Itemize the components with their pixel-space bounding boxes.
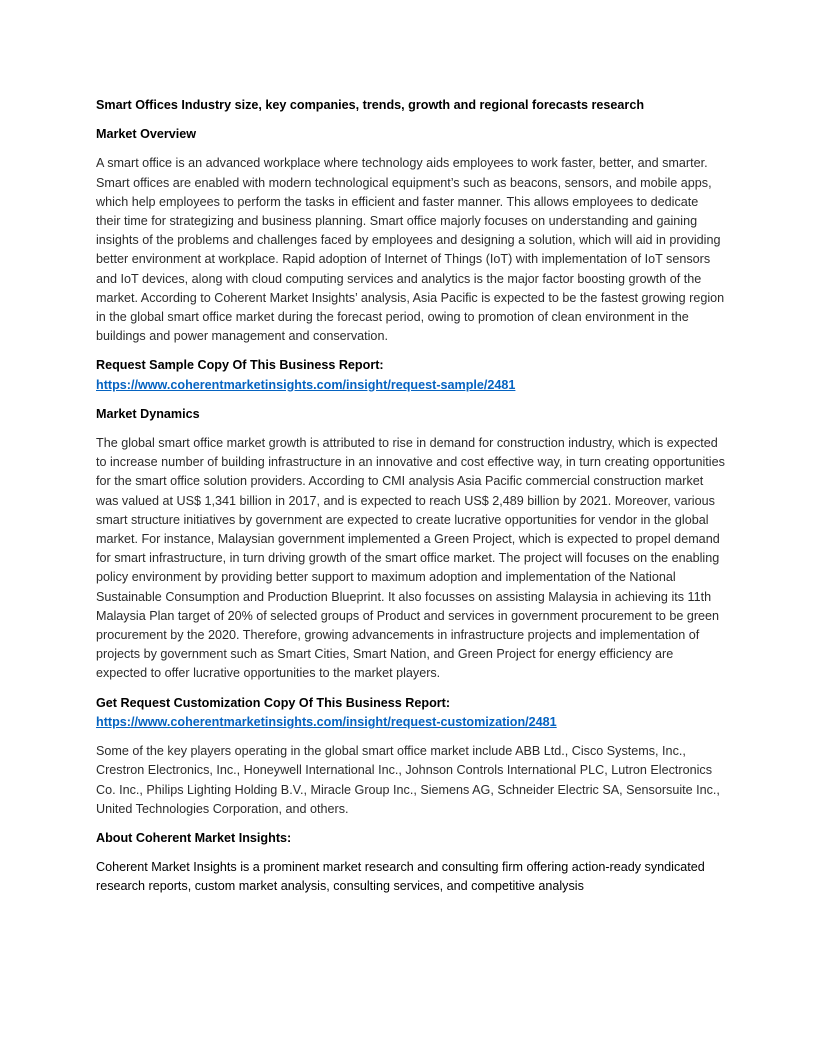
sample-request-link[interactable]: https://www.coherentmarketinsights.com/insight/request-sample/2481	[96, 377, 516, 392]
market-overview-paragraph: A smart office is an advanced workplace where technology aids employees to work faster, better, and smarter. Smart offices are enabled with modern technological equipment’s such as beacons, sensors, and mobile apps, which help employees to perform the tasks in efficient and faster manner. This allows employees to dedicate their time for strategizing and business planning. Smart office majorly focuses on understanding and gaining insights of the problems and challenges faced by employees and designing a solution, which will aid in providing better environment at workplace. Rapid adoption of Internet of Things (IoT) with implementation of IoT sensors and IoT devices, along with cloud computing services and analytics is the major factor boosting growth of the market. According to Coherent Market Insights’ analysis, Asia Pacific is expected to be the fastest growing region in the global smart office market during the forecast period, owing to promotion of clean environment in the buildings and power management and conservation.	[96, 156, 725, 344]
customization-request-block	[96, 694, 726, 732]
customization-request-link[interactable]: https://www.coherentmarketinsights.com/insight/request-customization/2481	[96, 714, 557, 729]
about-paragraph: Coherent Market Insights is a prominent market research and consulting firm offering action-ready syndicated research reports, custom market analysis, consulting services, and competitive analysis	[96, 860, 705, 894]
market-overview-heading: Market Overview	[96, 127, 197, 142]
market-dynamics-heading: Market Dynamics	[96, 406, 200, 421]
sample-request-label: Request Sample Copy Of This Business Report:	[96, 358, 384, 373]
market-dynamics-paragraph: The global smart office market growth is attributed to rise in demand for construction industry, which is expected to increase number of building infrastructure in an innovative and cost effective way, in turn creating opportunities for the smart office solution providers. According to CMI analysis Asia Pacific commercial construction market was valued at US$ 1,341 billion in 2017, and is expected to reach US$ 2,489 billion by 2021. Moreover, various smart structure initiatives by government are expected to create lucrative opportunities for vendor in the global market. For instance, Malaysian government implemented a Green Project, which is expected to propel demand for smart infrastructure, in turn driving growth of the smart office market. The project will focuses on the enabling policy environment by providing better support to maximum adoption and implementation of the National Sustainable Consumption and Production Blueprint. It also focusses on assisting Malaysia in achieving its 11th Malaysia Plan target of 20% of selected groups of Product and services in government procurement to be green procurement by the 2020. Therefore, growing advancements in infrastructure projects and implementation of projects by government such as Smart Cities, Smart Nation, and Green Project for energy efficiency are expected to offer lucrative opportunities to the market players.	[96, 436, 725, 681]
customization-request-label: Get Request Customization Copy Of This Business Report:	[96, 695, 451, 710]
key-players-paragraph: Some of the key players operating in the global smart office market include ABB Ltd., Cisco Systems, Inc., Crestron Electronics, Inc., Honeywell International Inc., Johnson Controls International PLC, Lutron Electronics Co. Inc., Philips Lighting Holding B.V., Miracle Group Inc., Siemens AG, Schneider Electric SA, Sensorsuite Inc., United Technologies Corporation, and others.	[96, 744, 720, 816]
document-title: Smart Offices Industry size, key companies, trends, growth and regional forecasts research	[96, 98, 645, 112]
about-heading: About Coherent Market Insights:	[96, 830, 292, 845]
sample-request-block	[96, 356, 726, 394]
document-page	[96, 96, 726, 907]
